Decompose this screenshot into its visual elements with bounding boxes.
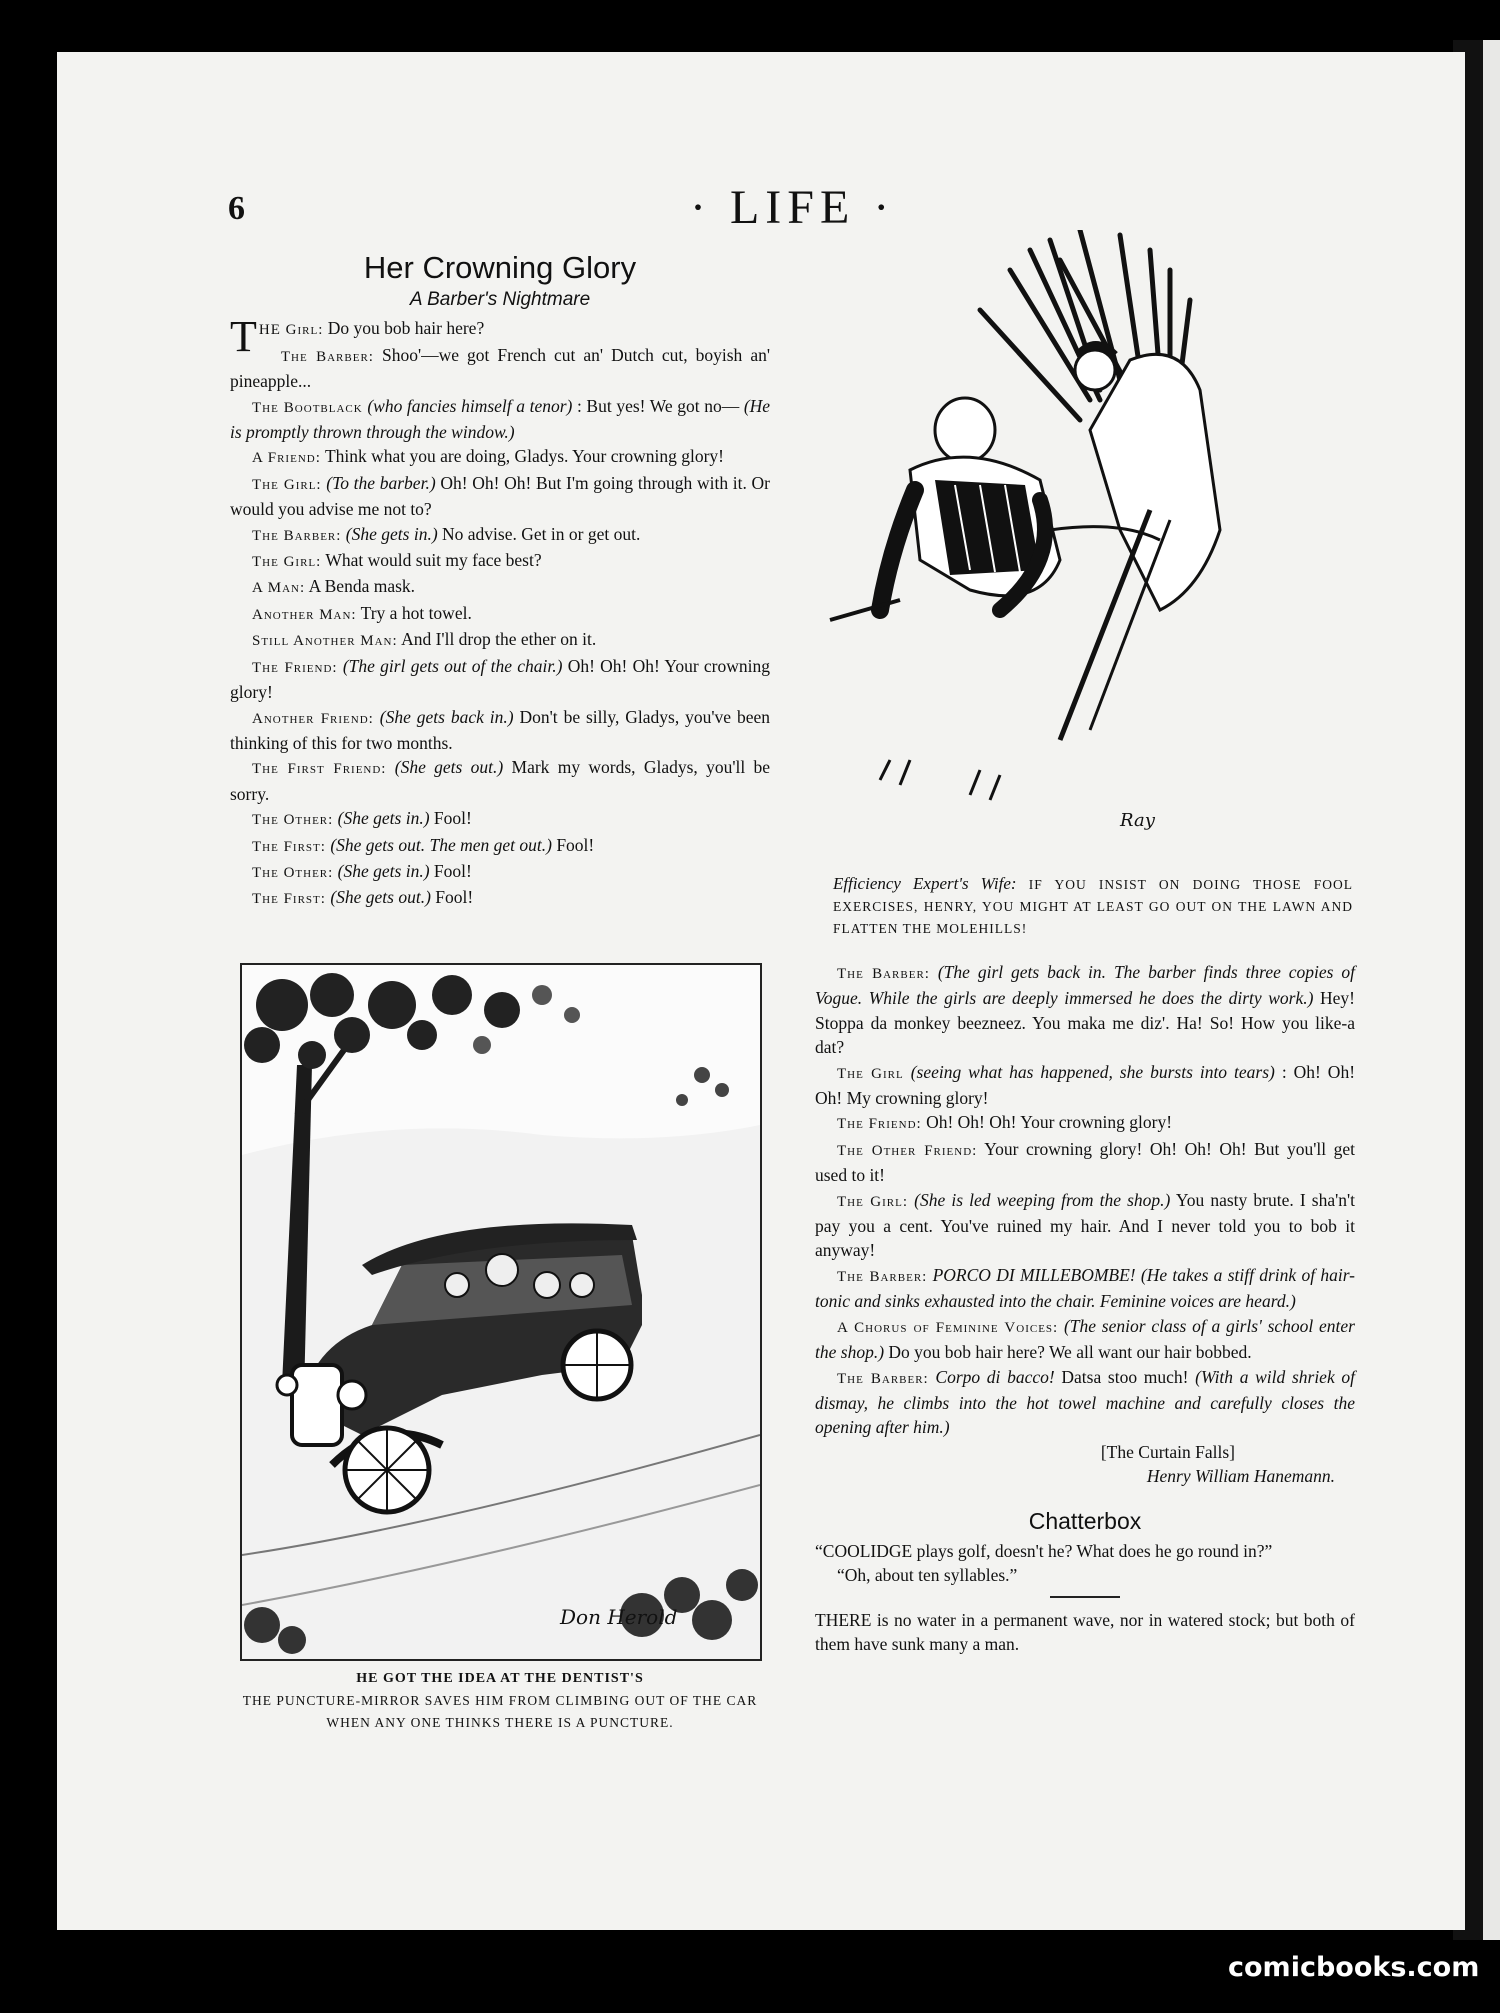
dialogue-stage1: (She gets in.) (345, 523, 438, 544)
dialogue-text: You nasty brute. I sha'n't pay you a cent. You've ruined my hair. And I never told you to bob it anyway! (815, 1189, 1356, 1261)
dialogue-speaker: The Barber: (280, 348, 374, 365)
dialogue-line (815, 1188, 1355, 1263)
curtain-line: [The Curtain Falls] (1100, 1441, 1235, 1462)
dialogue-speaker: The Other: (252, 812, 334, 829)
car-cartoon (240, 963, 762, 1661)
lawn-cartoon-caption (833, 873, 1353, 940)
dialogue-stage2: (He is promptly thrown through the window.) (230, 395, 771, 443)
dialogue-stage1: (seeing what has happened, she bursts into tears) (910, 1061, 1275, 1082)
dialogue-stage1: (She gets out.) (394, 757, 504, 778)
car-illustration (242, 965, 760, 1659)
lawn-caption-text: IF YOU INSIST ON DOING THOSE FOOL EXERCISES, HENRY, YOU MIGHT AT LEAST GO OUT ON THE LAWN AND FLATTEN THE MOLEHILLS! (833, 877, 1353, 936)
chatterbox-title: Chatterbox (1028, 1507, 1142, 1534)
dialogue-speaker: The Girl: (837, 1193, 909, 1210)
dialogue-drop: T (230, 312, 257, 362)
dialogue-stage2: (With a wild shriek of dismay, he climbs into the hot towel machine and carefully closes the opening after him.) (815, 1366, 1355, 1438)
dialogue-text: Oh! Oh! Oh! But I'm going through with it. (440, 472, 747, 493)
dialogue-text: And I'll drop the ether on it. (401, 629, 597, 650)
dialogue-speaker: The Barber: (837, 966, 930, 982)
dialogue-text: Think what you are doing, Gladys. Your crowning glory! (324, 446, 724, 467)
dialogue-speaker: A Man: (252, 580, 306, 597)
next-page-edge (1483, 40, 1500, 1940)
dialogue-text: Oh! Oh! Oh! Your crowning glory! (926, 1112, 1173, 1133)
dialogue-text: Oh! Oh! Oh! Your crowning glory! (230, 655, 770, 703)
dialogue-stage1: (She gets in.) (337, 860, 430, 881)
dialogue-line (230, 343, 770, 394)
dialogue-text: Fool! (435, 887, 474, 908)
dialogue-text: Datsa stoo much! (1061, 1366, 1189, 1387)
dialogue-stage1: (She is led weeping from the shop.) (914, 1189, 1171, 1210)
dialogue-stage1: (She gets back in.) (379, 706, 514, 727)
car-caption-body: THE PUNCTURE-MIRROR SAVES HIM FROM CLIMBING OUT OF THE CAR WHEN ANY ONE THINKS THERE IS A PUNCTURE. (242, 1693, 758, 1730)
dialogue-text: A Benda mask. (308, 576, 416, 597)
article-title: Her Crowning Glory (363, 250, 637, 285)
dialogue-speaker: The Barber: (837, 1370, 929, 1387)
dialogue-line (815, 960, 1355, 1060)
dialogue-line (230, 471, 770, 522)
article-author: Henry William Hanemann. (1146, 1466, 1335, 1487)
dialogue-speaker: The Barber: (252, 527, 342, 544)
dialogue-speaker: The Friend: (252, 659, 338, 676)
section-divider (1050, 1596, 1120, 1598)
dialogue-speaker: A Chorus of Feminine Voices: (837, 1319, 1059, 1336)
dialogue-stage1: (The senior class of a girls' school enter the shop.) (815, 1315, 1355, 1363)
dialogue-speaker: The Barber: (837, 1268, 928, 1285)
dialogue-speaker: The First: (252, 838, 326, 855)
dialogue-line (230, 394, 770, 445)
dialogue-line (230, 548, 770, 574)
dialogue-stage2: (He takes a stiff drink of hair-tonic and sinks exhausted into the chair. Feminine voices are heard.) (815, 1264, 1356, 1312)
dialogue-text: Don't be silly, Gladys, you've been thinking of this for two months. (230, 706, 771, 753)
dialogue-text: Fool! (556, 834, 595, 855)
dialogue-speaker: HE Girl: (258, 322, 324, 339)
dialogue-line (230, 627, 770, 653)
dialogue-line (230, 833, 770, 859)
dialogue-line (815, 1314, 1355, 1365)
dialogue-stage1: (who fancies himself a tenor) (367, 395, 573, 416)
lawn-cartoon-signature: Ray (1120, 810, 1155, 831)
dialogue-stage1: Corpo di bacco! (935, 1366, 1055, 1387)
dialogue-stage1: (The girl gets back in. The barber finds three copies of Vogue. While the girls are deeply immersed he does the dirty work.) (815, 962, 1356, 1009)
lawn-illustration (820, 230, 1360, 860)
dialogue-text: Fool! (433, 808, 472, 829)
article-left-column (230, 248, 770, 912)
dialogue-continued (815, 960, 1355, 1440)
dialogue-text: No advise. Get in or get out. (442, 523, 641, 544)
dialogue-line (815, 1060, 1355, 1111)
lawn-cartoon (820, 230, 1360, 860)
dialogue-line (230, 755, 770, 806)
dialogue-text: Shoo'—we got French cut an' Dutch cut, boyish an' pineapple... (230, 344, 770, 392)
chatterbox-joke2: THERE is no water in a permanent wave, nor in watered stock; but both of them have sunk many a man. (815, 1609, 1355, 1655)
dialogue-stage1: (She gets out. The men get out.) (330, 834, 552, 855)
page-number: 6 (228, 190, 245, 227)
dialogue-text: Try a hot towel. (360, 602, 472, 623)
dialogue-speaker: The Other: (252, 864, 334, 881)
dialogue-speaker: A Friend: (252, 450, 321, 467)
dialogue-stage1: (She gets out.) (330, 887, 431, 908)
dialogue-line (230, 705, 770, 756)
dialogue-text: Do you bob hair here? (327, 318, 485, 339)
dialogue-speaker: The Girl: (252, 476, 322, 493)
chatterbox-joke1-question: “COOLIDGE plays golf, doesn't he? What does he go round in?” (815, 1540, 1273, 1561)
chatterbox-joke1-answer: “Oh, about ten syllables.” (837, 1565, 1018, 1586)
dialogue-stage1: (The girl gets out of the chair.) (342, 655, 563, 676)
dialogue-line (230, 522, 770, 548)
dialogue-text2: Ha! So! How you like-a dat? (815, 1012, 1355, 1058)
dialogue-text: Do you bob hair here? We all want our hair bobbed. (888, 1342, 1252, 1363)
dialogue-line (230, 601, 770, 627)
dialogue-line (230, 444, 770, 470)
dialogue-speaker: The Other Friend: (837, 1142, 978, 1159)
dialogue-line (815, 1137, 1355, 1188)
dialogue-speaker: The First: (252, 891, 326, 908)
dialogue-stage1: (She gets in.) (337, 808, 430, 829)
dialogue-text: Hey! Stoppa da monkey beezneez. You maka me diz'. (815, 988, 1356, 1033)
dialogue-speaker: Another Friend: (252, 710, 374, 727)
dialogue-lines (230, 312, 771, 911)
dialogue-line (815, 1110, 1355, 1136)
dialogue-speaker: The Bootblack (252, 399, 363, 416)
dialogue-text: Fool! (433, 860, 472, 881)
article-subtitle: A Barber's Nightmare (409, 289, 591, 310)
dialogue-stage1: PORCO DI MILLEBOMBE! (932, 1264, 1136, 1285)
dialogue-speaker: The Girl: (252, 554, 322, 571)
dialogue-text: : Oh! Oh! Oh! My crowning glory! (815, 1061, 1356, 1109)
dialogue-speaker: The First Friend: (252, 761, 387, 778)
dialogue-line (815, 1365, 1355, 1440)
dialogue-speaker: The Friend: (837, 1116, 922, 1133)
dialogue-line (230, 859, 770, 885)
dialogue-line (230, 654, 770, 705)
dialogue-speaker: The Girl (837, 1065, 904, 1082)
dialogue-line (230, 885, 770, 911)
dialogue-line (230, 806, 770, 832)
dialogue-text: Mark my words, Gladys, you'll be sorry. (230, 757, 771, 804)
dialogue-line (230, 574, 770, 600)
car-cartoon-caption (230, 1668, 770, 1734)
magazine-title: · LIFE · (690, 181, 896, 234)
lawn-caption-speaker: Efficiency Expert's Wife: (833, 874, 1017, 893)
watermark: comicbooks.com (1228, 1952, 1480, 1983)
dialogue-line (815, 1263, 1355, 1314)
dialogue-speaker: Another Man: (252, 606, 357, 623)
dialogue-text2: Or would you advise me not to? (230, 472, 771, 520)
article-right-column (815, 960, 1355, 1657)
dialogue-text: Your crowning glory! Oh! Oh! Oh! But you'll get used to it! (815, 1138, 1355, 1186)
dialogue-speaker: Still Another Man: (252, 633, 398, 650)
dialogue-text: : But yes! We got no— (576, 395, 740, 416)
dialogue-stage1: (To the barber.) (326, 472, 436, 493)
dialogue-text: What would suit my face best? (325, 550, 542, 571)
car-caption-title: HE GOT THE IDEA AT THE DENTIST'S (356, 1671, 644, 1686)
car-cartoon-signature: Don Herold (560, 1605, 678, 1629)
